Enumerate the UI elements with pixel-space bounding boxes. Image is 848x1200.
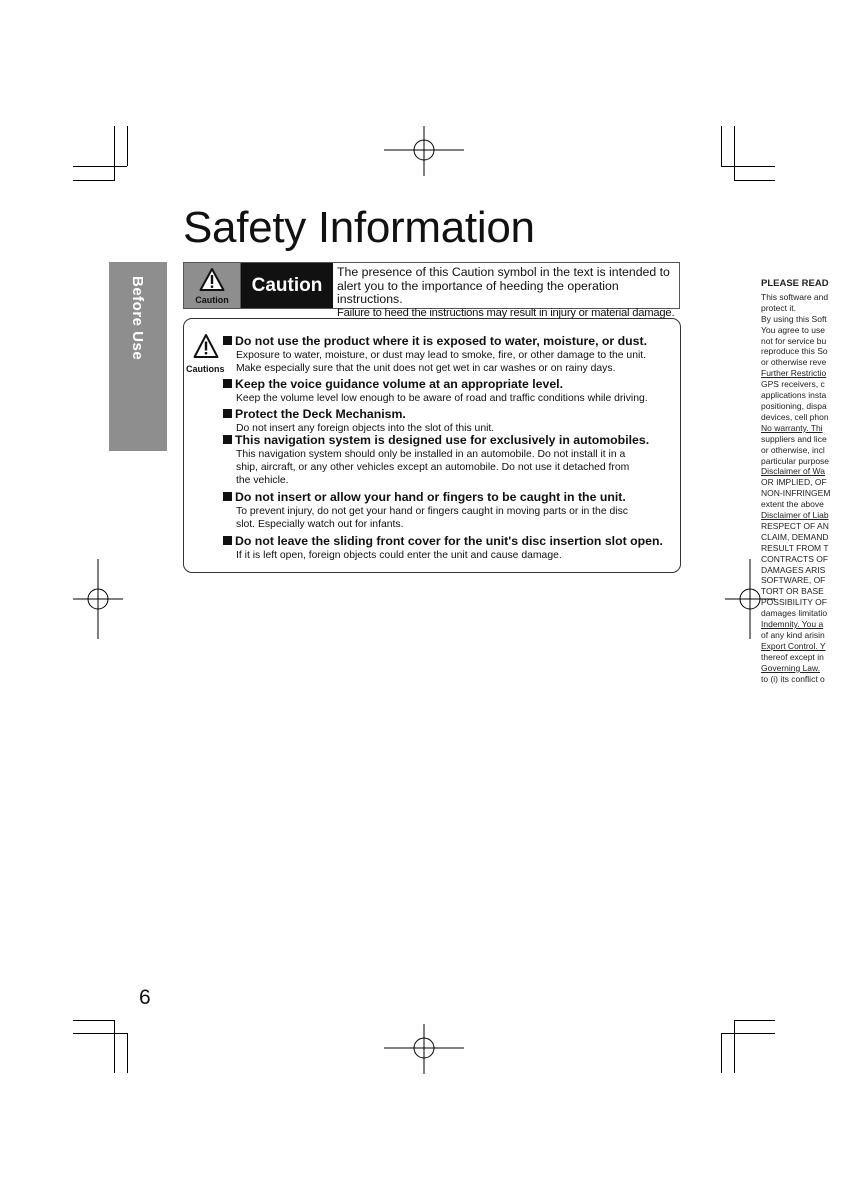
license-line: thereof except in [761, 651, 824, 662]
license-line [761, 619, 848, 630]
license-line-underlined: Disclaimer of Liab [761, 510, 829, 521]
license-line [761, 641, 848, 652]
caution-item [223, 534, 675, 562]
license-line: not for service bu [761, 335, 827, 346]
license-text-column [761, 279, 848, 685]
caution-symbol-cell [184, 263, 241, 308]
license-line [761, 466, 848, 477]
caution-item-line: Make especially sure that the unit does not get wet in car washes or on rainy days. [236, 363, 616, 375]
crop-mark [73, 1020, 115, 1021]
crop-mark [721, 166, 775, 167]
license-line: This software and [761, 291, 829, 302]
crop-mark [127, 126, 128, 166]
license-line [761, 368, 848, 379]
caution-item-heading: Protect the Deck Mechanism. [235, 407, 406, 421]
caution-item-body [236, 392, 675, 405]
section-tab [109, 262, 167, 451]
caution-item-line: Keep the volume level low enough to be aware of road and traffic conditions while driving. [236, 393, 648, 404]
license-line: You agree to use [761, 324, 825, 335]
license-line-underlined: Export Control. Y [761, 640, 826, 651]
crop-mark [734, 180, 775, 181]
license-line: devices, cell phon [761, 411, 829, 422]
registration-mark-icon [384, 126, 464, 176]
caution-description-line: Failure to heed the instructions may result in injury or material damage. [337, 306, 675, 319]
caution-item-body [236, 349, 675, 375]
caution-item-line: ship, aircraft, or any other vehicles except an automobile. Do not use it detached from [236, 462, 630, 474]
license-line: damages limitatio [761, 608, 828, 619]
caution-symbol-label: Caution [195, 295, 229, 305]
section-tab-label: Before Use [129, 276, 146, 361]
license-line-underlined: Further Restrictio [761, 368, 827, 379]
caution-item-line: Exposure to water, moisture, or dust may lead to smoke, fire, or other damage to the unit. [236, 350, 647, 361]
caution-item-heading: Keep the voice guidance volume at an appropriate level. [235, 377, 564, 391]
license-line: suppliers and lice [761, 433, 827, 444]
license-line: positioning, dispa [761, 400, 827, 411]
crop-mark [73, 1033, 127, 1034]
bullet-square-icon [223, 435, 232, 444]
crop-mark [73, 166, 127, 167]
caution-description [337, 266, 679, 320]
bullet-square-icon [223, 409, 232, 418]
caution-item-line: slot. Especially watch out for infants. [236, 519, 404, 531]
warning-triangle-icon [193, 333, 219, 359]
crop-mark [73, 180, 115, 181]
bullet-square-icon [223, 536, 232, 545]
license-line: POSSIBILITY OF [761, 597, 827, 608]
license-line: protect it. [761, 302, 796, 313]
caution-item-heading: Do not insert or allow your hand or fingers to be caught in the unit. [235, 490, 626, 504]
registration-mark-icon [384, 1024, 464, 1074]
license-line-underlined: Governing Law. [761, 662, 821, 673]
caution-description-line: alert you to the importance of heeding the operation instructions. [337, 278, 619, 307]
cautions-box [183, 318, 681, 573]
caution-item [223, 377, 675, 405]
license-line [761, 663, 848, 674]
license-line: NON-INFRINGEM [761, 488, 831, 499]
license-line: GPS receivers, c [761, 379, 825, 390]
caution-item-heading: Do not leave the sliding front cover for the unit's disc insertion slot open. [235, 534, 663, 548]
license-line: DAMAGES ARIS [761, 564, 826, 575]
caution-banner [183, 262, 680, 319]
crop-mark [721, 1033, 775, 1034]
license-line: OR IMPLIED, OF [761, 477, 827, 488]
license-line [761, 423, 848, 434]
license-line: reproduce this So [761, 346, 828, 357]
crop-mark [721, 126, 722, 166]
license-line [761, 510, 848, 521]
caution-item-line: To prevent injury, do not get your hand or fingers caught in moving parts or in the disc [236, 506, 628, 517]
cautions-symbol-label: Cautions [186, 364, 225, 374]
license-line: RESULT FROM T [761, 542, 829, 553]
caution-item [223, 334, 675, 375]
crop-mark [734, 1020, 775, 1021]
page-title: Safety Information [183, 203, 535, 252]
license-line-underlined: Disclaimer of Wa [761, 466, 825, 477]
caution-item-body [236, 505, 675, 531]
crop-mark [114, 1020, 115, 1073]
license-line: or otherwise reve [761, 357, 827, 368]
warning-triangle-icon [199, 267, 225, 292]
license-line: or otherwise, incl [761, 444, 825, 455]
crop-mark [734, 1020, 735, 1073]
caution-item [223, 490, 675, 531]
caution-description-line: The presence of this Caution symbol in the text is intended to [337, 265, 670, 279]
license-line: applications insta [761, 390, 827, 401]
caution-item-heading: Do not use the product where it is exposed to water, moisture, or dust. [235, 334, 648, 348]
caution-item-body [236, 549, 675, 562]
caution-item-line: This navigation system should only be installed in an automobile. Do not install it in a [236, 449, 626, 460]
caution-item [223, 407, 675, 435]
caution-item-body [236, 448, 675, 488]
license-line: of any kind arisin [761, 630, 825, 640]
bullet-square-icon [223, 336, 232, 345]
page-number: 6 [139, 986, 151, 1009]
license-lines [761, 292, 848, 685]
bullet-square-icon [223, 492, 232, 501]
license-heading: PLEASE READ [761, 279, 829, 289]
caution-item-line: If it is left open, foreign objects could enter the unit and cause damage. [236, 550, 562, 561]
license-line-underlined: Indemnity. You a [761, 619, 824, 630]
license-line: TORT OR BASE [761, 586, 824, 597]
license-line: CONTRACTS OF [761, 553, 829, 564]
license-line: By using this Soft [761, 313, 827, 324]
crop-mark [734, 126, 735, 180]
license-line: particular purpose [761, 455, 830, 466]
license-line: SOFTWARE, OF [761, 575, 826, 586]
bullet-square-icon [223, 379, 232, 388]
caution-item-heading: This navigation system is designed use for exclusively in automobiles. [235, 433, 650, 447]
crop-mark [114, 126, 115, 180]
caution-heading: Caution [241, 263, 333, 308]
license-line: CLAIM, DEMAND [761, 531, 829, 542]
crop-mark [721, 1033, 722, 1073]
license-line: RESPECT OF AN [761, 520, 829, 531]
caution-item-line: the vehicle. [236, 475, 289, 487]
caution-item-line: Do not insert any foreign objects into the slot of this unit. [236, 423, 495, 434]
license-line-underlined: No warranty. Thi [761, 422, 823, 433]
crop-mark [127, 1033, 128, 1073]
caution-item [223, 433, 675, 488]
license-line: extent the above [761, 499, 824, 510]
registration-mark-icon [73, 559, 123, 639]
license-line: to (i) its conflict o [761, 673, 825, 684]
